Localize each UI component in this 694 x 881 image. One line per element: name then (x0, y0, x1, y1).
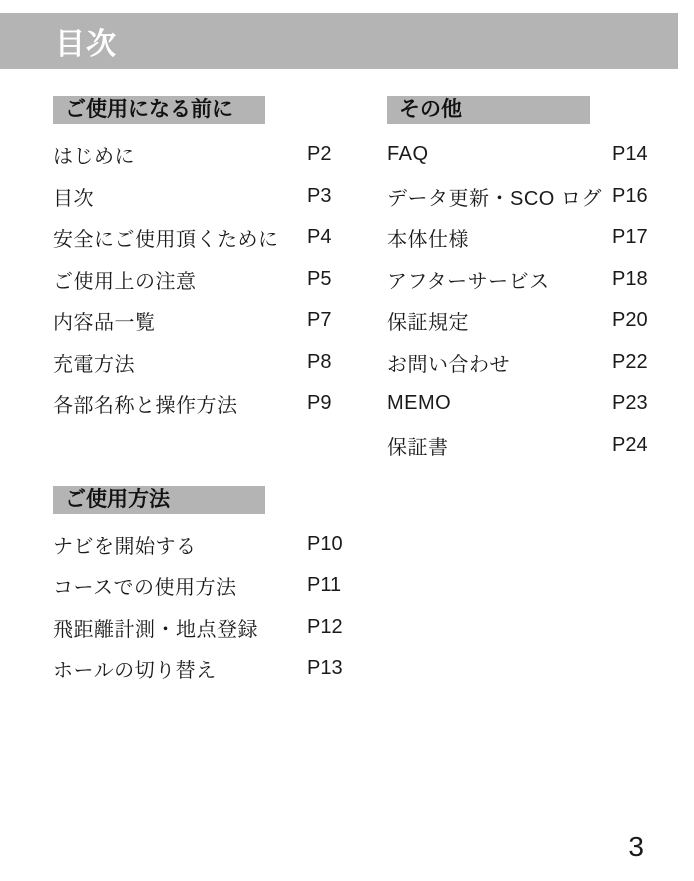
page-number: 3 (628, 831, 644, 862)
toc-entry (387, 217, 673, 259)
toc-entry (53, 300, 387, 342)
toc-section (53, 486, 387, 690)
toc-entry (387, 176, 673, 218)
toc-entry-label: ホールの切り替え (53, 660, 217, 683)
toc-entry (387, 383, 673, 425)
toc-entry-page: P14 (612, 143, 648, 166)
toc-entry-page: P3 (307, 184, 332, 207)
page-title: 目次 (55, 28, 117, 61)
toc-entry-label: 保証書 (387, 436, 449, 459)
toc-entry (53, 524, 387, 566)
toc-entry-label: 飛距離計測・地点登録 (53, 618, 258, 641)
toc-entry (387, 134, 673, 176)
toc-entry (53, 607, 387, 649)
toc-entry-page: P4 (307, 226, 332, 249)
toc-entry-label: 充電方法 (53, 353, 135, 376)
toc-entry-page: P18 (612, 267, 648, 290)
section-heading: ご使用方法 (53, 486, 265, 514)
toc-entry-page: P13 (307, 657, 343, 680)
toc-entry-page: P23 (612, 392, 648, 415)
toc-entry-label: ご使用上の注意 (53, 270, 197, 293)
toc-entry-page: P17 (612, 226, 648, 249)
toc-entry (53, 342, 387, 384)
toc-entry (387, 259, 673, 301)
toc-entry-label: お問い合わせ (387, 353, 510, 376)
toc-entry-label: 各部名称と操作方法 (53, 395, 238, 418)
toc-entry (53, 565, 387, 607)
toc-entry-label: 保証規定 (387, 312, 469, 335)
page-header-bar (0, 13, 678, 69)
toc-entry-page: P2 (307, 143, 332, 166)
toc-entry-label: ナビを開始する (53, 535, 197, 558)
toc-entry-label: 目次 (53, 187, 94, 210)
toc-entry-page: P16 (612, 184, 648, 207)
toc-entry-page: P22 (612, 350, 648, 373)
section-heading: ご使用になる前に (53, 96, 265, 124)
toc-entry-label: 内容品一覧 (53, 312, 156, 335)
toc-entry-page: P10 (307, 532, 343, 555)
toc-entry-page: P20 (612, 309, 648, 332)
toc-section (387, 96, 673, 466)
toc-entry-label: コースでの使用方法 (53, 577, 237, 600)
toc-entry (387, 342, 673, 384)
section-heading: その他 (387, 96, 590, 124)
toc-column-right (387, 96, 673, 690)
toc-entry-page: P7 (307, 309, 332, 332)
toc-entry-label: データ更新・SCO ログ (387, 187, 602, 210)
toc-entry (53, 259, 387, 301)
toc-columns (53, 96, 673, 690)
toc-entry (53, 217, 387, 259)
toc-entry-label: 本体仕様 (387, 229, 469, 252)
toc-entry-label: MEMO (387, 392, 452, 415)
toc-entry (53, 383, 387, 425)
toc-entry-page: P24 (612, 433, 648, 456)
toc-entry-page: P8 (307, 350, 332, 373)
toc-entry-page: P12 (307, 615, 343, 638)
toc-entry-label: FAQ (387, 143, 429, 166)
toc-entry-label: アフターサービス (387, 270, 550, 293)
toc-entry-page: P9 (307, 392, 332, 415)
toc-entry (387, 300, 673, 342)
toc-entry (53, 176, 387, 218)
toc-section (53, 96, 387, 425)
toc-entry (387, 425, 673, 467)
toc-column-left (53, 96, 387, 690)
toc-entry-label: 安全にご使用頂くために (53, 229, 279, 252)
toc-entry-page: P11 (307, 574, 342, 597)
toc-entry (53, 648, 387, 690)
toc-entry-label: はじめに (53, 146, 135, 169)
toc-entry (53, 134, 387, 176)
toc-entry-page: P5 (307, 267, 332, 290)
